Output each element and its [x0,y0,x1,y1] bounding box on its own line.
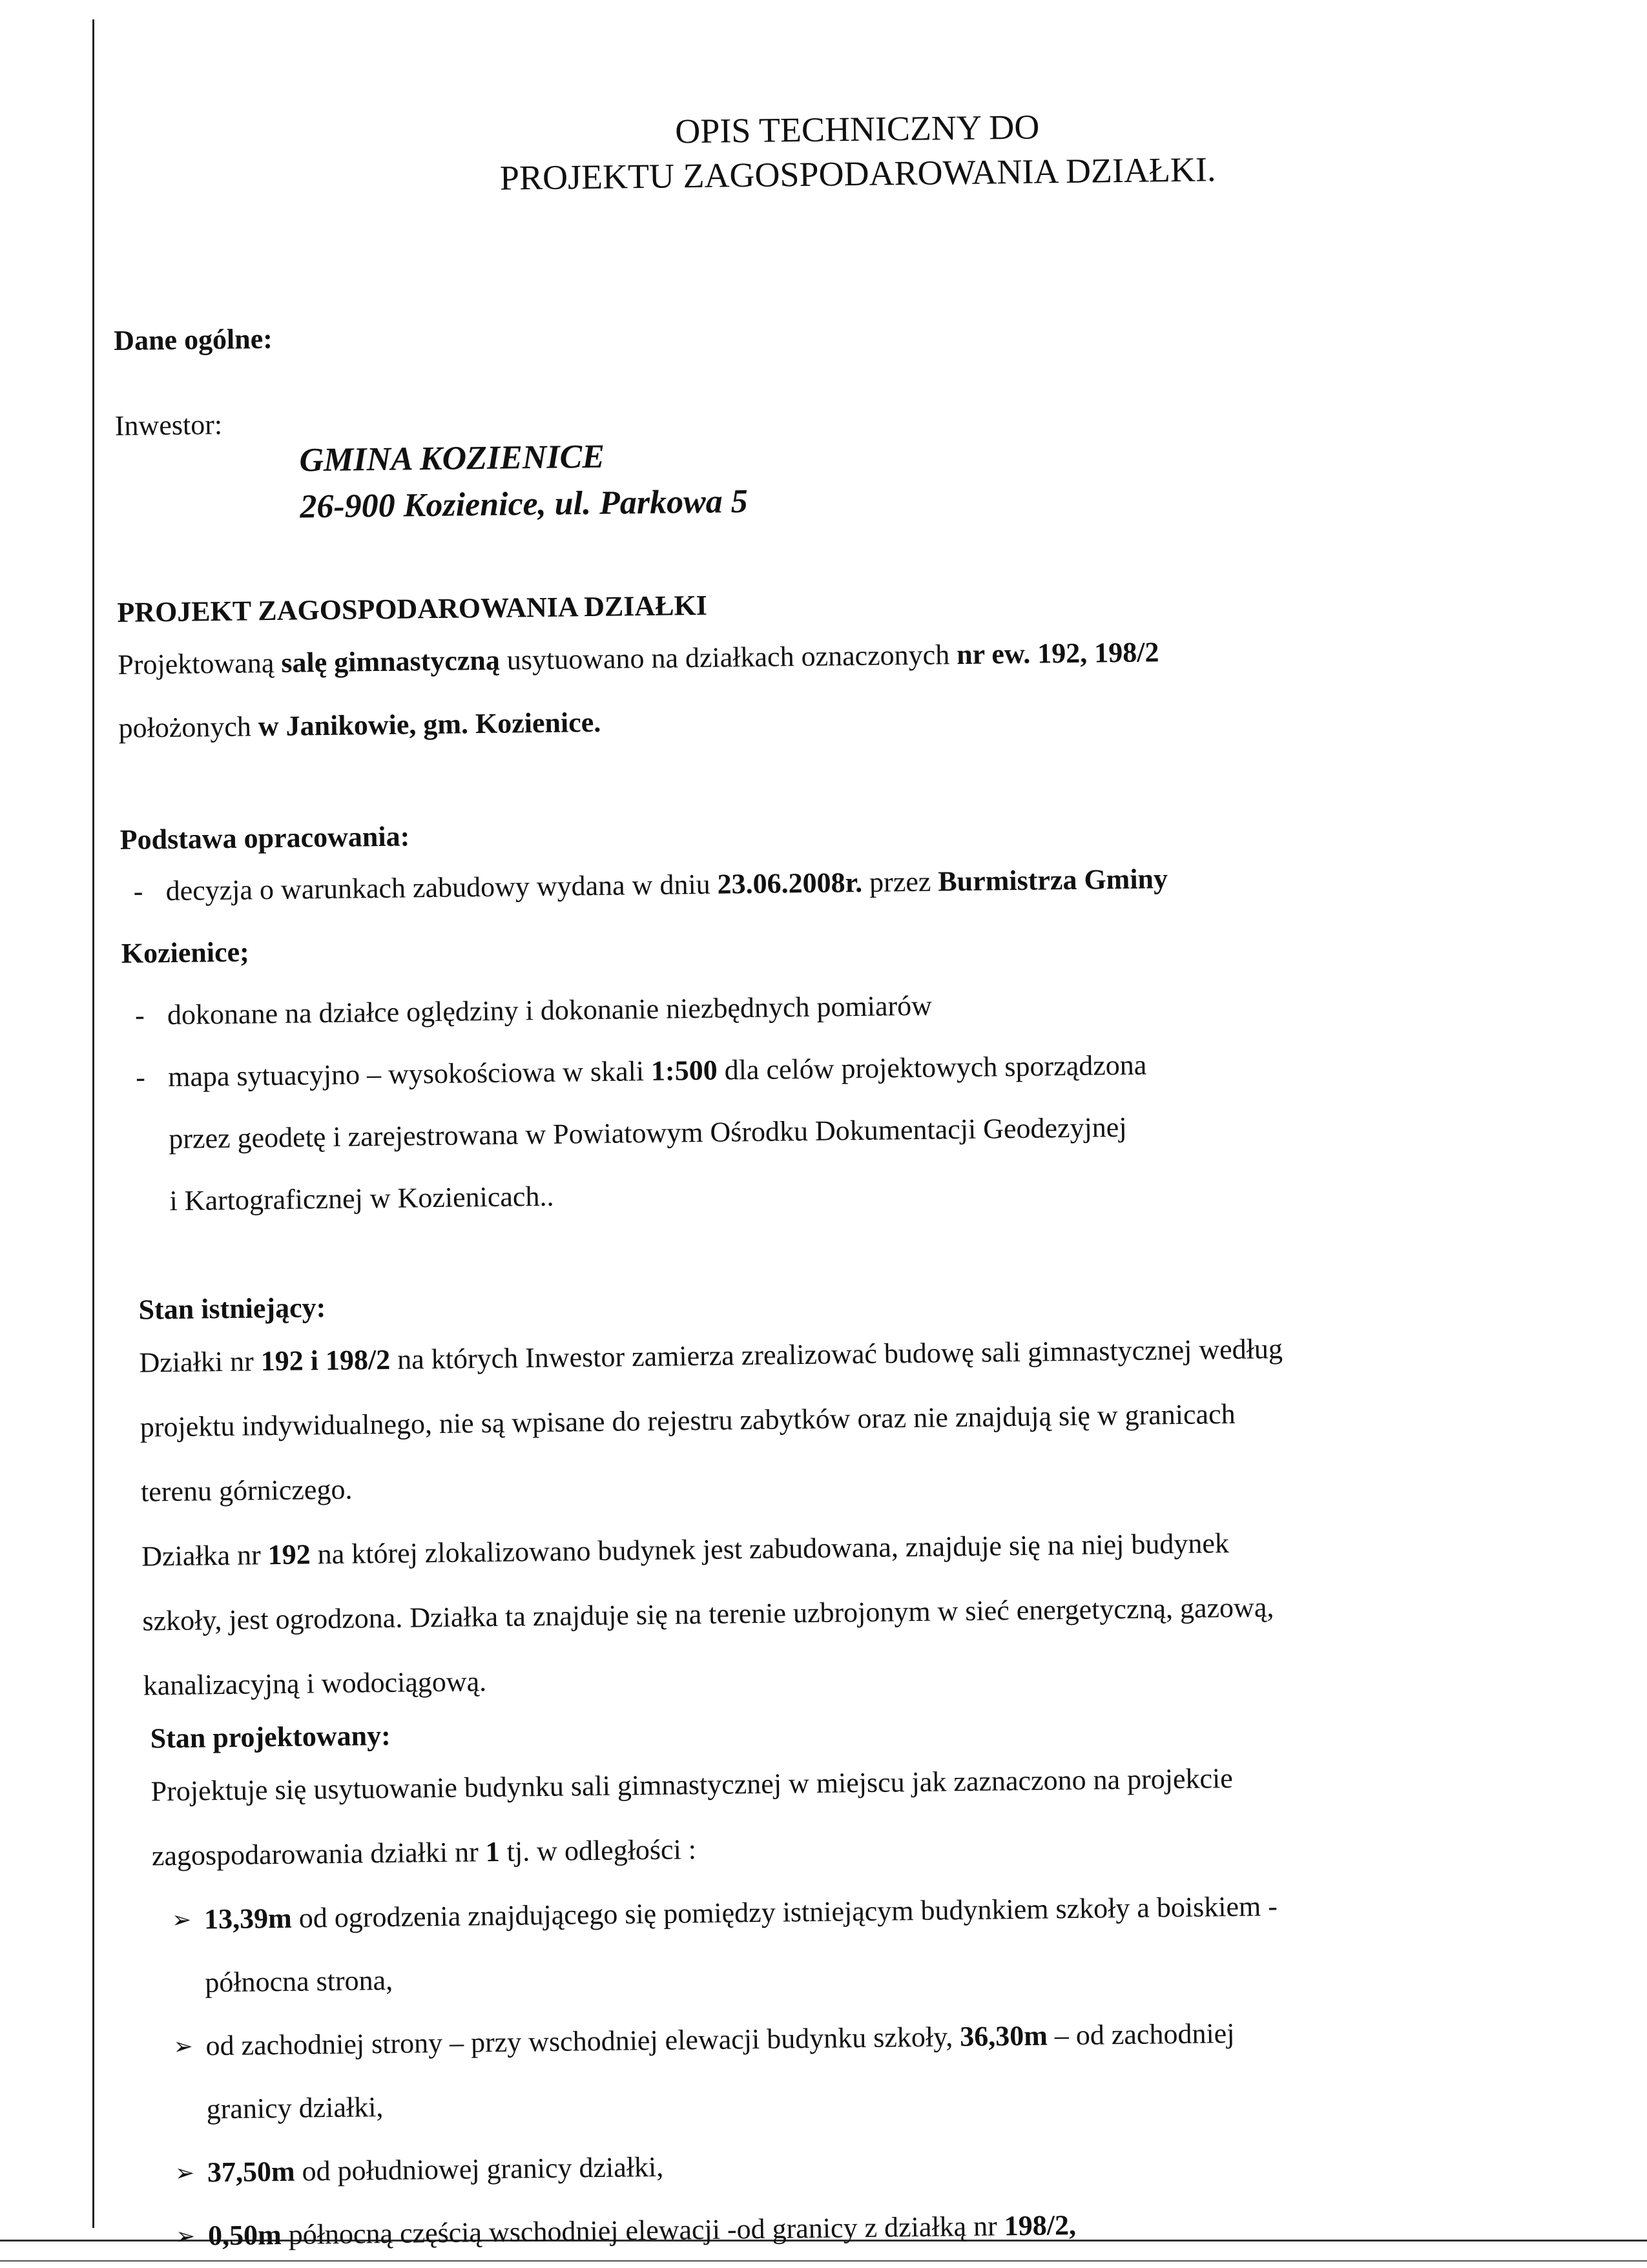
distance-list [152,1871,1578,2268]
plan-section [117,574,1559,759]
existing-p2-line-1: Działka nr 192 na której zlokalizowano budynek jest zabudowana, znajduje się na niej budynek [141,1527,1230,1572]
title-line-2: PROJEKTU ZAGOSPODAROWANIA DZIAŁKI. [499,150,1216,198]
basis-item3-line-3: i Kartograficznej w Kozienicach.. [169,1180,554,1217]
plan-line-1: Projektowaną salę gimnastyczną usytuowano na działkach oznaczonych nr ew. 192, 198/2 [118,635,1159,681]
plan-heading: PROJEKT ZAGOSPODAROWANIA DZIAŁKI [117,589,708,628]
dash-marker: - [135,1060,146,1093]
general-section [114,304,1557,533]
distance-item-2-line-2: granicy działki, [206,2090,384,2125]
list-item: ➢ 13,39m od ogrodzenia znajdującego się pomiędzy istniejącym budynkiem szkoły a boiskiem - północna strona, [152,1871,1575,2015]
basis-heading: Podstawa opracowania: [119,820,410,856]
designed-line-2: zagospodarowania działki nr 1 tj. w odległości : [151,1833,697,1871]
dash-marker: - [133,874,143,907]
basis-list-rest [121,967,1565,1232]
plan-line-2: położonych w Janikowie, gm. Kozienice. [118,706,601,744]
designed-line-1: Projektuje się usytuowanie budynku sali gimnastycznej w miejscu jak zaznaczono na projekcie [150,1762,1234,1807]
scan-edge-left [92,19,94,2228]
basis-section [119,801,1565,1232]
existing-p2-line-3: kanalizacyjną i wodociągową. [143,1665,487,1702]
designed-heading: Stan projektowany: [150,1719,391,1754]
list-item: - dokonane na działce oględziny i dokonanie niezbędnych pomiarów [121,967,1562,1046]
list-item: - mapa sytuacyjno – wysokościowa w skali 1:500 dla celów projektowych sporządzona przez geodetę i zarejestrowana w Powiatowym Ośrodku Dokumentacji Geodezyjnej i Kartograficznej w Kozienicach.. [123,1029,1565,1232]
arrow-bullet-icon: ➢ [173,2033,193,2059]
arrow-bullet-icon: ➢ [175,2223,196,2249]
existing-p1-line-2: projektu indywidualnego, nie są wpisane do rejestru zabytków oraz nie znajdują się w granicach [140,1397,1236,1443]
existing-section [125,1272,1571,1718]
existing-p1-line-3: terenu górniczego. [140,1473,353,1508]
investor-name: GMINA KOZIENICE [299,438,605,479]
existing-heading: Stan istniejący: [138,1291,326,1326]
existing-p1-line-1: Działki nr 192 i 198/2 na których Inwestor zamierza zrealizować budowę sali gimnastycznej według [139,1332,1283,1379]
existing-p2-line-2: szkoły, jest ogrodzona. Działka ta znajduje się na terenie uzbrojonym w sieć energetyczną, gazową, [142,1591,1274,1637]
designed-section [130,1700,1577,2268]
investor-address: 26-900 Kozienice, ul. Parkowa 5 [300,482,749,526]
basis-item1-continuation: Kozienice; [121,935,250,969]
title-line-1: OPIS TECHNICZNY DO [674,107,1040,151]
arrow-bullet-icon: ➢ [171,1906,192,1933]
list-item: ➢ od zachodniej strony – przy wschodniej elewacji budynku szkoły, 36,30m – od zachodniej granicy działki, [154,1997,1576,2141]
dash-marker: - [134,998,145,1031]
distance-item-1-line-2: północna strona, [205,1964,393,1998]
basis-item3-line-2: przez geodetę i zarejestrowana w Powiatowym Ośrodku Dokumentacji Geodezyjnej [169,1111,1127,1155]
arrow-bullet-icon: ➢ [174,2160,195,2186]
list-item: - decyzja o warunkach zabudowy wydana w dniu 23.06.2008r. przez Burmistrza Gminy [120,843,1561,922]
investor-label: Inwestor: [114,408,223,442]
general-heading: Dane ogólne: [113,323,273,357]
document-title [111,99,1553,205]
list-item: ➢ 37,50m od południowej granicy działki, [155,2124,1577,2205]
document-body [111,99,1578,2268]
list-item: ➢ 0,50m północną częścią wschodniej elewacji -od granicy z działką nr 198/2, [156,2187,1578,2268]
